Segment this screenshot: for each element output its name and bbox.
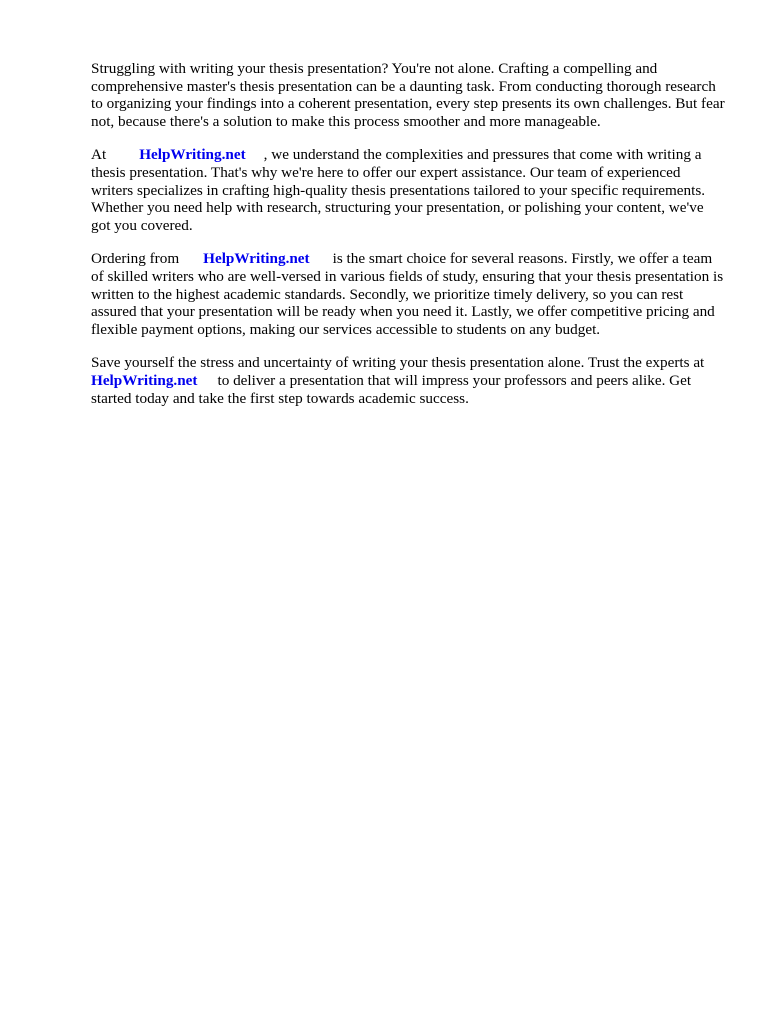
closing-paragraph-lead: Save yourself the stress and uncertainty of writing your thesis presentation alone. Trust the experts at xyxy=(91,354,705,372)
services-paragraph-text: , we understand the complexities and pressures that come with writing a thesis presentation. That's why we're here to offer our expert assistance. Our team of experienced writers specializes in crafting high-quality thesis presentations tailored to your specific requirements. Whether you need help with research, structuring your presentation, or polishing your content, we've got you covered. xyxy=(91,146,706,234)
reasons-paragraph-lead: Ordering from xyxy=(91,250,180,268)
helpwriting-link[interactable]: HelpWriting.net xyxy=(91,371,198,389)
services-paragraph xyxy=(91,146,726,234)
intro-paragraph xyxy=(91,60,726,130)
closing-paragraph xyxy=(91,354,726,407)
helpwriting-link[interactable]: HelpWriting.net xyxy=(139,146,246,164)
services-paragraph-lead: At xyxy=(91,146,107,164)
reasons-paragraph xyxy=(91,250,726,338)
reasons-paragraph-text: is the smart choice for several reasons. Firstly, we offer a team of skilled writers who are well-versed in various fields of study, ensuring that your thesis presentation is written to the highest academic standards. Secondly, we prioritize timely delivery, so you can rest assured that your presentation will be ready when you need it. Lastly, we offer competitive pricing and flexible payment options, making our services accessible to students on any budget. xyxy=(91,250,724,338)
document-body xyxy=(91,60,726,423)
closing-paragraph-text: to deliver a presentation that will impress your professors and peers alike. Get started today and take the first step towards academic success. xyxy=(91,371,692,407)
helpwriting-link[interactable]: HelpWriting.net xyxy=(203,250,310,268)
intro-paragraph-text: Struggling with writing your thesis presentation? You're not alone. Crafting a compelling and comprehensive master's thesis presentation can be a daunting task. From conducting thorough research to organizing your findings into a coherent presentation, every step presents its own challenges. But fear not, because there's a solution to make this process smoother and more manageable. xyxy=(91,60,725,130)
